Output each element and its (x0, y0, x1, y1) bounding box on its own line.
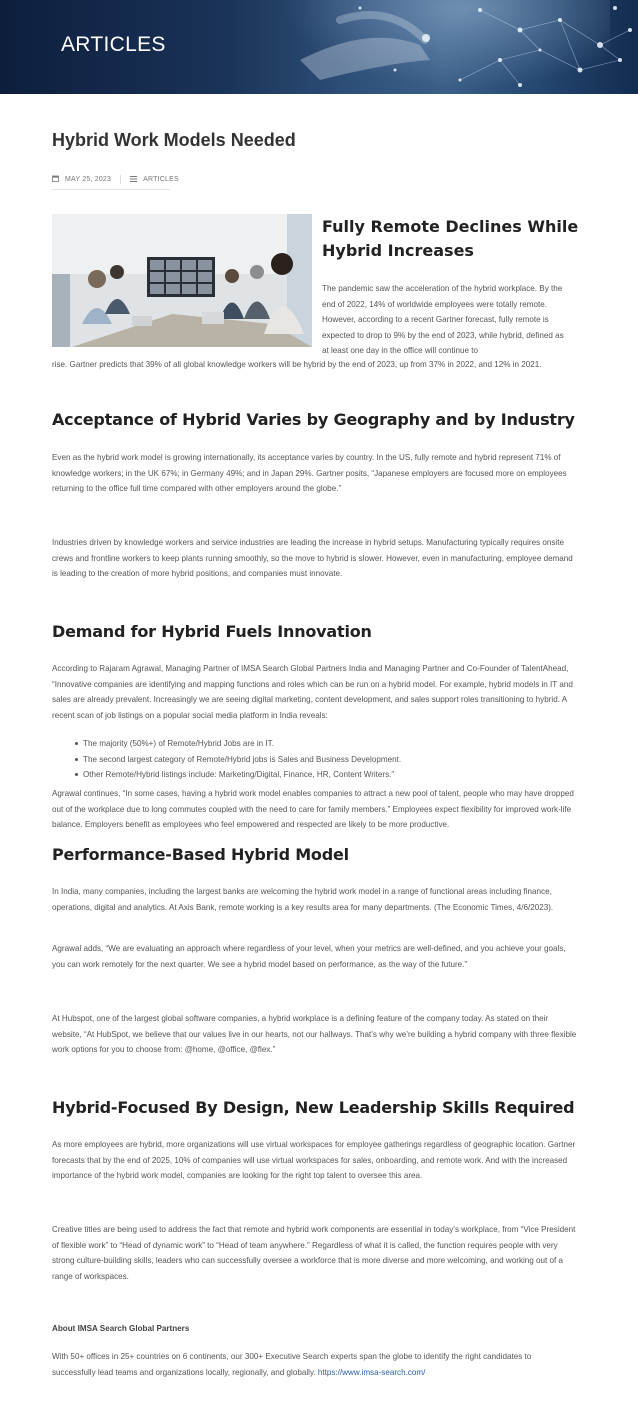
paragraph: At Hubspot, one of the largest global software companies, a hybrid workplace is a defining feature of the company today. As stated on their website, “At HubSpot, we believe that our values live in our hearts, not our hallways. That’s why we’re building a hybrid company with three flexible work options for you to choose from: @home, @office, @flex.” (52, 1014, 577, 1054)
about-text: With 50+ offices in 25+ countries on 6 continents, our 300+ Executive Search experts span the globe to identify the right candidates to successfully lead teams and organizations locally, regionally, and globally. (52, 1352, 532, 1377)
banner-title: ARTICLES (61, 33, 166, 56)
paragraph: In India, many companies, including the largest banks are welcoming the hybrid work model in a range of functional areas including finance, operations, digital and analytics. At Axis Bank, remote working is a key results area for many departments. (The Economic Times, 4/6/2023). (52, 887, 554, 912)
imsa-website-link[interactable]: https://www.imsa-search.com/ (317, 1367, 426, 1377)
list-icon (130, 176, 137, 184)
article-title: Hybrid Work Models Needed (52, 130, 296, 150)
article-date: MAY 25, 2023 (65, 176, 112, 183)
section-heading-remote: Fully Remote Declines While Hybrid Increases (322, 217, 579, 260)
list-item: The majority (50%+) of Remote/Hybrid Jobs are in IT. (83, 736, 401, 752)
article-meta (52, 175, 179, 184)
list-item: Other Remote/Hybrid listings include: Marketing/Digital, Finance, HR, Content Writers.” (83, 767, 401, 783)
paragraph: Industries driven by knowledge workers and service industries are leading the increase in hybrid setups. Manufacturing typically requires onsite crews and frontline workers to keep plants running smoothly, so the move to hybrid is slower. However, even in manufacturing, employee demand is leading to the creation of more hybrid positions, and companies must innovate. (52, 538, 573, 578)
paragraph: Agrawal continues, “In some cases, having a hybrid work model enables companies to attract a new pool of talent, people who may have dropped out of the workplace due to long commutes coupled with the need to care for family members.” Employees expect flexibility for improved work-life balance. Employers benefit as employees who feel empowered and respected are likely to be more productive. (52, 789, 574, 829)
section-heading-acceptance: Acceptance of Hybrid Varies by Geography and by Industry (52, 410, 575, 429)
paragraph: According to Rajaram Agrawal, Managing Partner of IMSA Search Global Partners India and Managing Partner and Co-Founder of TalentAhead, “Innovative companies are identifying and mapping functions and roles which can be run on a hybrid model. For example, hybrid models in IT and sales are already prevalent. Increasingly we are seeing digital marketing, content development, and sales support roles transitioning to hybrid. A recent scan of job listings on a popular social media platform in India reveals: (52, 664, 573, 720)
paragraph: Creative titles are being used to address the fact that remote and hybrid work components are essential in today’s workplace, from “Vice President of flexible work” to “Head of dynamic work” to “Head of team anywhere.” Regardless of what it is called, the function requires people with very strong culture-building skills, leaders who can successfully oversee a workforce that is more diverse and more welcoming, and working out of a range of workspaces. (52, 1225, 576, 1281)
calendar-icon (52, 175, 59, 184)
article-content (0, 94, 638, 1414)
meeting-photo (52, 214, 312, 347)
paragraph: The pandemic saw the acceleration of the hybrid workplace. By the end of 2022, 14% of worldwide employees were totally remote. However, according to a recent Gartner forecast, fully remote is expected to drop to 9% by the end of 2023, while hybrid, defined as at least one day in the office will continue to (322, 284, 564, 355)
paragraph: Even as the hybrid work model is growing internationally, its acceptance varies by country. In the US, fully remote and hybrid represent 71% of knowledge workers; in the UK 67%; in Germany 49%; and in Japan 29%. Gartner posits, “Japanese employers are focused more on employees returning to the office full time compared with other employers around the globe.” (52, 453, 567, 493)
paragraph: rise. Gartner predicts that 39% of all global knowledge workers will be hybrid by the end of 2023, up from 37% in 2022, and 12% in 2021. (52, 360, 542, 369)
job-listings-list (83, 736, 401, 783)
about-paragraph (52, 1349, 577, 1380)
article-category-link[interactable]: ARTICLES (143, 176, 179, 183)
meta-divider (120, 175, 121, 184)
list-item: The second largest category of Remote/Hybrid jobs is Sales and Business Development. (83, 752, 401, 768)
section-heading-demand: Demand for Hybrid Fuels Innovation (52, 622, 372, 641)
about-heading: About IMSA Search Global Partners (52, 1324, 190, 1333)
paragraph: As more employees are hybrid, more organizations will use virtual workspaces for employee gatherings regardless of geographic location. Gartner forecasts that by the end of 2025, 10% of companies will use virtual workspaces for sales, onboarding, and remote work. And with the increased importance of the hybrid work model, companies are looking for the right top talent to oversee this area. (52, 1140, 576, 1180)
paragraph: Agrawal adds, “We are evaluating an approach where regardless of your level, when your metrics are well-defined, and you achieve your goals, you can work remotely for the next quarter. We see a hybrid model based on performance, as the way of the future.” (52, 944, 566, 969)
section-heading-design: Hybrid-Focused By Design, New Leadership Skills Required (52, 1098, 575, 1117)
page-banner (0, 0, 638, 94)
meta-divider-line (52, 189, 170, 190)
section-heading-performance: Performance-Based Hybrid Model (52, 845, 349, 864)
